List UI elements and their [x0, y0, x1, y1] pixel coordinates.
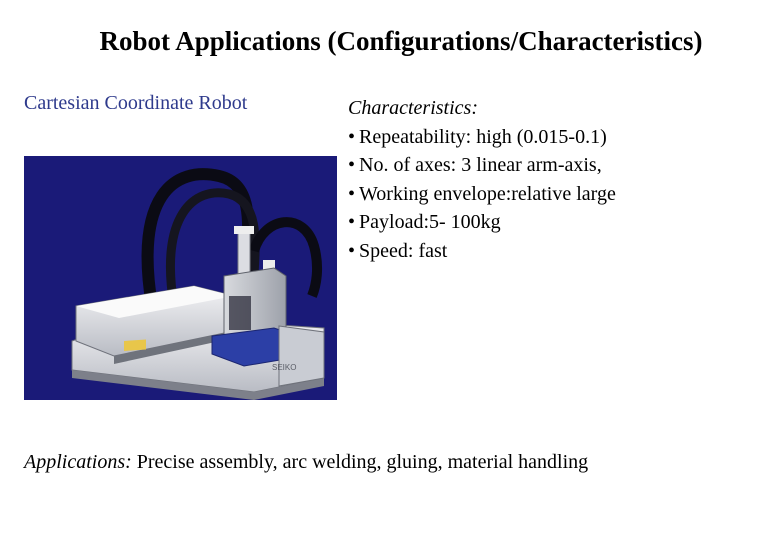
characteristic-payload: Payload:5- 100kg	[359, 211, 501, 233]
characteristic-repeatability: Repeatability: high (0.015-0.1)	[359, 125, 607, 148]
list-item	[348, 151, 616, 180]
robot-brand-mark: SEIKO	[272, 363, 297, 372]
characteristic-axes: No. of axes: 3 linear arm-axis,	[359, 154, 602, 176]
characteristic-envelope: Working envelope:relative large	[359, 182, 616, 205]
list-item	[348, 208, 616, 237]
bullet-icon: •	[348, 239, 356, 262]
cartesian-robot-illustration	[24, 156, 337, 400]
bullet-icon: •	[348, 211, 356, 233]
characteristics-heading: Characteristics:	[348, 97, 478, 119]
slide-title: Robot Applications (Configurations/Characteristics)	[99, 26, 703, 56]
list-item	[348, 237, 616, 266]
characteristic-speed: Speed: fast	[359, 239, 448, 262]
bullet-icon: •	[348, 125, 356, 148]
list-item	[348, 180, 616, 209]
list-item	[348, 123, 616, 152]
bullet-icon: •	[348, 154, 356, 176]
characteristics-list	[348, 123, 616, 266]
applications-text: Precise assembly, arc welding, gluing, material handling	[136, 451, 589, 473]
applications-line	[24, 451, 588, 474]
bullet-icon: •	[348, 182, 356, 205]
robot-type-caption: Cartesian Coordinate Robot	[24, 92, 248, 114]
robot-photo	[24, 156, 337, 400]
applications-label: Applications:	[24, 451, 132, 473]
characteristics-section	[348, 94, 616, 265]
